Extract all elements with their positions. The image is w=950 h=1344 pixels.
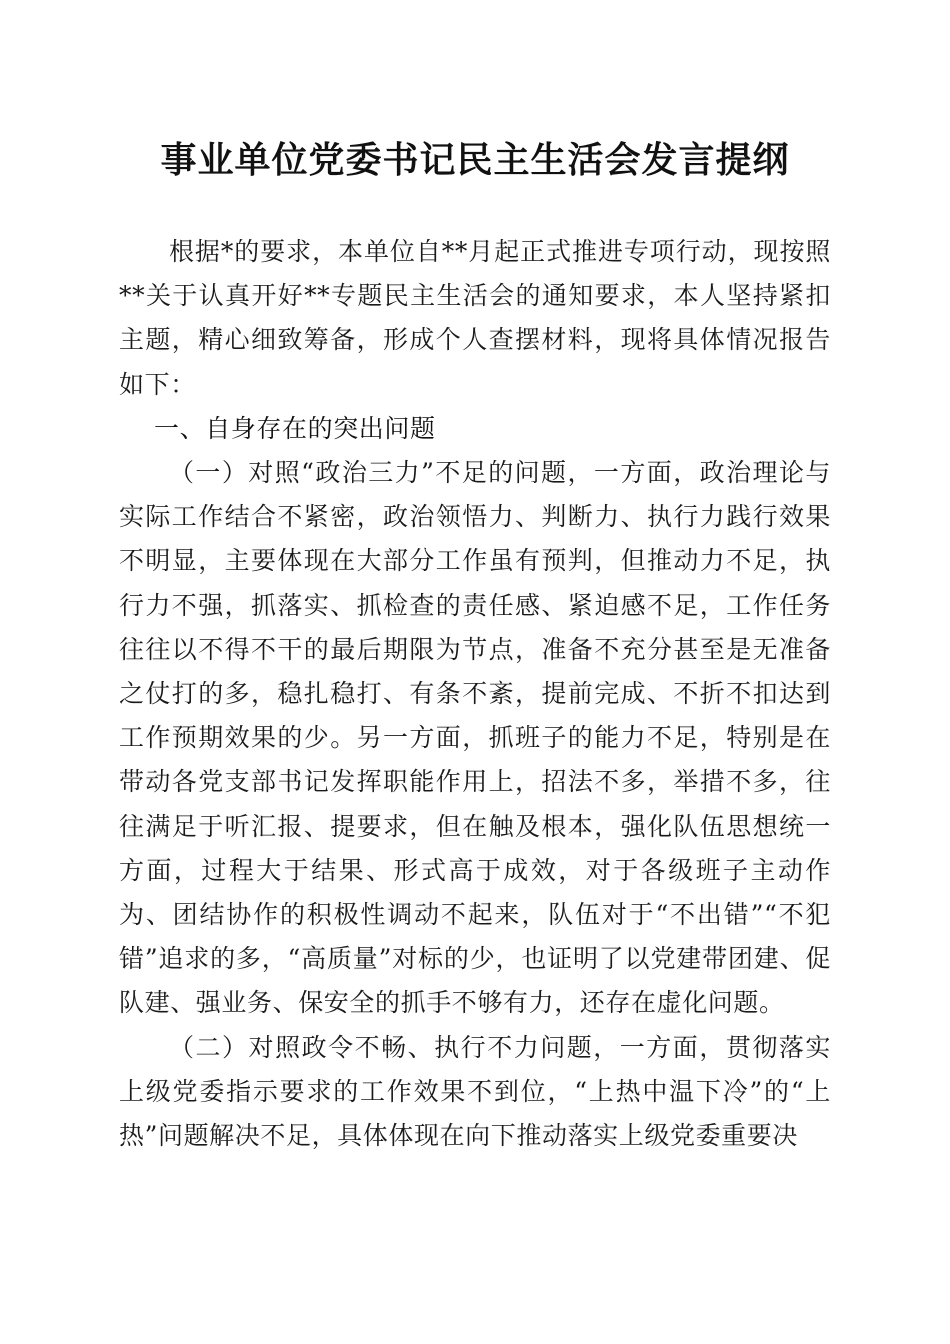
document-body (119, 230, 831, 1158)
paragraph-1: （一）对照“政治三力”不足的问题，一方面，政治理论与实际工作结合不紧密，政治领悟力、判断力、执行力践行效果不明显，主要体现在大部分工作虽有预判，但推动力不足，执行力不强，抓落实、抓检查的责任感、紧迫感不足，工作任务往往以不得不干的最后期限为节点，准备不充分甚至是无准备之仗打的多，稳扎稳打、有条不紊，提前完成、不折不扣达到工作预期效果的少。另一方面，抓班子的能力不足，特别是在带动各党支部书记发挥职能作用上，招法不多，举措不多，往往满足于听汇报、提要求，但在触及根本，强化队伍思想统一方面，过程大于结果、形式高于成效，对于各级班子主动作为、团结协作的积极性调动不起来，队伍对于“不出错”“不犯错”追求的多，“高质量”对标的少，也证明了以党建带团建、促队建、强业务、保安全的抓手不够有力，还存在虚化问题。 (119, 458, 831, 1018)
section-heading: 一、自身存在的突出问题 (154, 413, 436, 443)
intro-paragraph: 根据*的要求，本单位自**月起正式推进专项行动，现按照**关于认真开好**专题民主生活会的通知要求，本人坚持紧扣主题，精心细致筹备，形成个人查摆材料，现将具体情况报告如下： (119, 237, 831, 399)
document-title: 事业单位党委书记民主生活会发言提纲 (160, 139, 790, 181)
paragraph-2: （二）对照政令不畅、执行不力问题，一方面，贯彻落实上级党委指示要求的工作效果不到位，“上热中温下冷”的“上热”问题解决不足，具体体现在向下推动落实上级党委重要决 (119, 1032, 831, 1151)
